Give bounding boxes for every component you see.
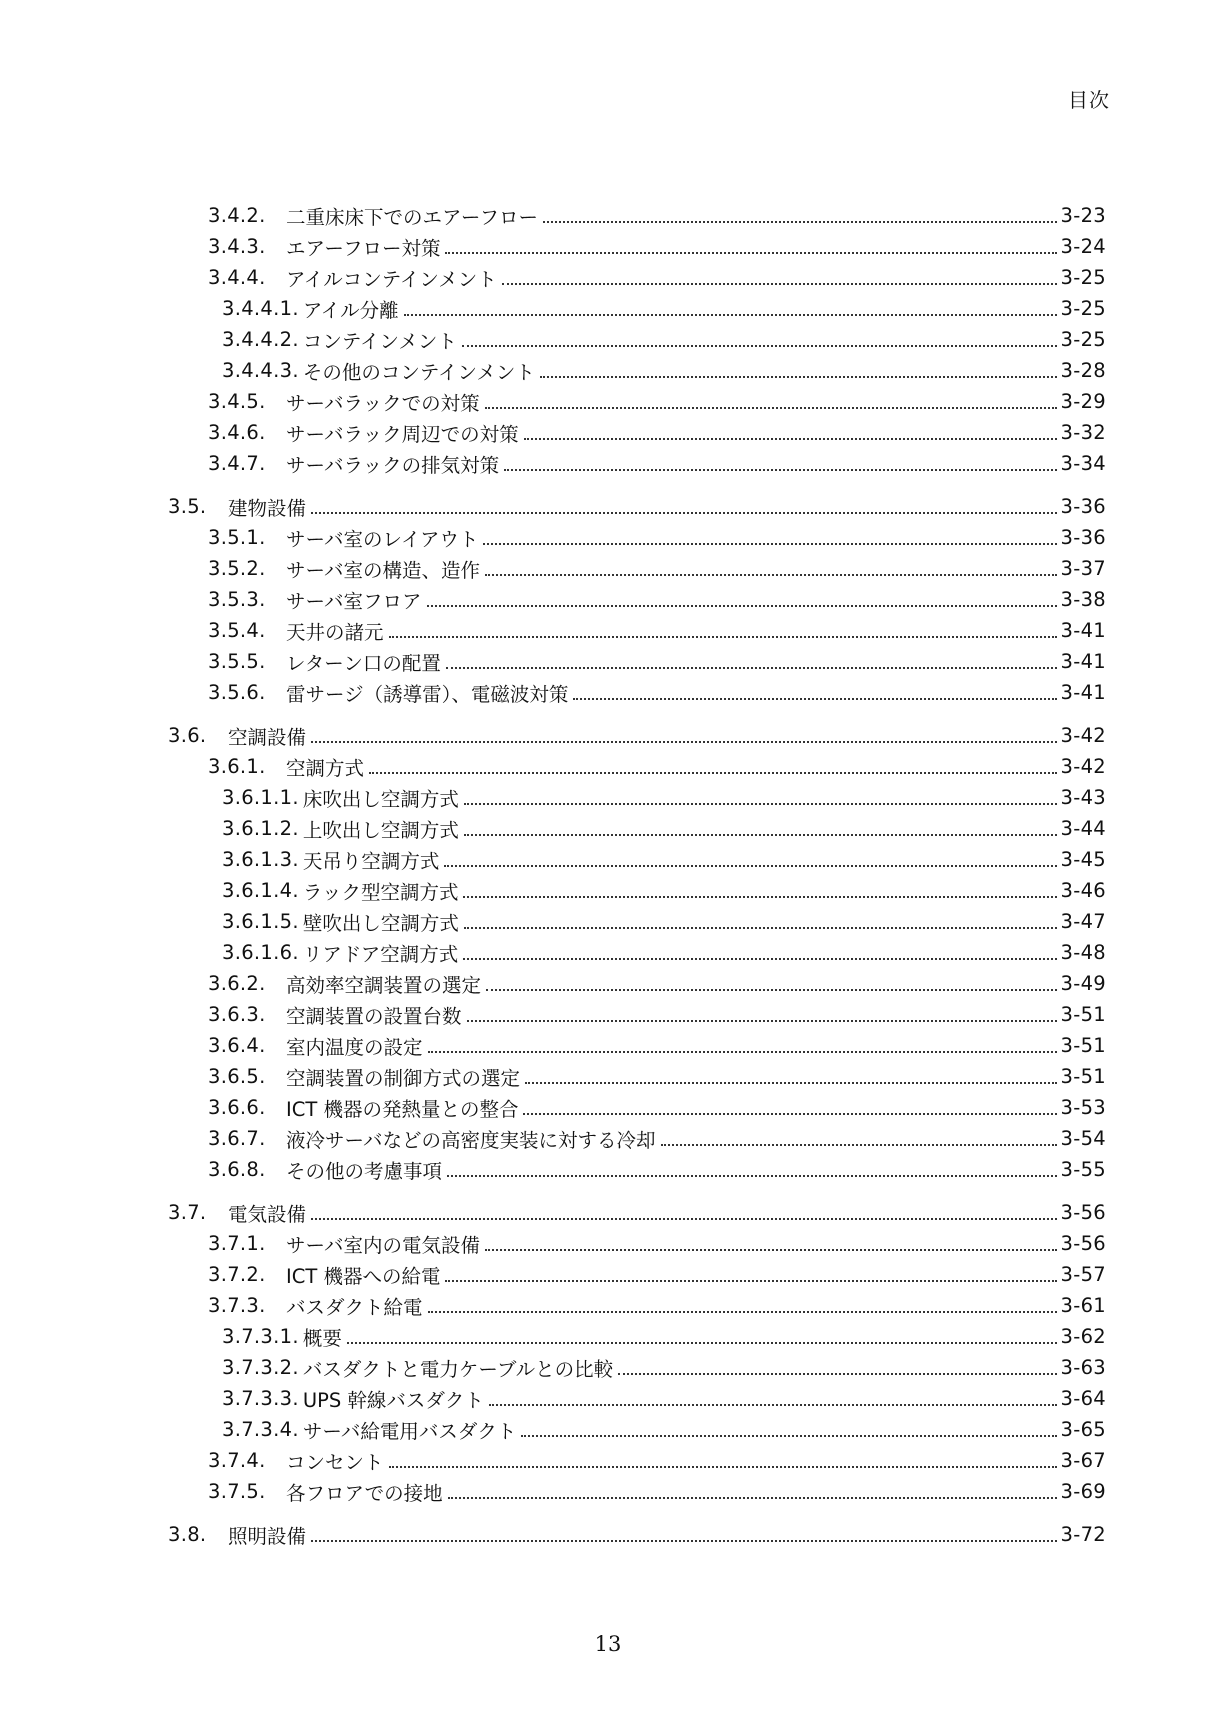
- toc-entry[interactable]: [0, 355, 1216, 386]
- toc-entry-title: コンセント: [286, 1450, 384, 1474]
- toc-entry-title: UPS 幹線バスダクト: [302, 1388, 484, 1412]
- toc-entry-title: エアーフロー対策: [286, 236, 441, 260]
- toc-entry-page: 3-36: [1060, 495, 1106, 518]
- toc-entry-number: 3.5.6.: [208, 681, 266, 704]
- dot-leader: [443, 231, 1060, 262]
- dot-leader: [460, 324, 1061, 355]
- toc-entry-number: 3.5.1.: [208, 526, 266, 549]
- toc-entry[interactable]: [0, 1123, 1216, 1154]
- dot-leader: [538, 355, 1061, 386]
- dot-leader: [402, 293, 1061, 324]
- toc-entry[interactable]: [0, 262, 1216, 293]
- toc-entry-line: [208, 1228, 1106, 1259]
- toc-entry-title: その他の考慮事項: [286, 1159, 443, 1183]
- toc-entry-line: [208, 553, 1106, 584]
- toc-entry-page: 3-67: [1060, 1449, 1106, 1472]
- toc-entry-title: 各フロアでの接地: [286, 1481, 443, 1505]
- toc-entry-line: [168, 1519, 1106, 1550]
- toc-entry-title: 空調装置の設置台数: [286, 1004, 462, 1028]
- dot-leader: [483, 553, 1061, 584]
- toc-entry-title: 液冷サーバなどの高密度実装に対する冷却: [286, 1128, 656, 1152]
- toc-entry-number: 3.7.3.: [208, 1294, 266, 1317]
- toc-entry-number: 3.4.5.: [208, 390, 266, 413]
- toc-entry-title: 上吹出し空調方式: [302, 818, 459, 842]
- toc-entry-title: サーバラックでの対策: [286, 391, 480, 415]
- toc-entry-line: [208, 646, 1106, 677]
- toc-entry-page: 3-41: [1060, 619, 1106, 642]
- toc-entry[interactable]: [0, 1030, 1216, 1061]
- toc-entry-title: サーバ室のレイアウト: [286, 527, 479, 551]
- toc-entry-page: 3-42: [1060, 755, 1106, 778]
- toc-entry-page: 3-24: [1060, 235, 1106, 258]
- toc-entry-page: 3-69: [1060, 1480, 1106, 1503]
- dot-leader: [461, 937, 1060, 968]
- toc-entry-number: 3.6.1.: [208, 755, 266, 778]
- toc-entry-line: [222, 813, 1106, 844]
- toc-entry-number: 3.6.6.: [208, 1096, 266, 1119]
- toc-entry-line: [208, 200, 1106, 231]
- toc-entry-title: ICT 機器の発熱量との整合: [286, 1097, 519, 1121]
- toc-entry-line: [222, 844, 1106, 875]
- toc-entry-number: 3.6.7.: [208, 1127, 266, 1150]
- dot-leader: [309, 1519, 1061, 1550]
- toc-entry-title: バスダクトと電力ケーブルとの比較: [302, 1357, 614, 1381]
- toc-entry-page: 3-44: [1060, 817, 1106, 840]
- dot-leader: [487, 1383, 1061, 1414]
- toc-entry-line: [208, 584, 1106, 615]
- toc-entry[interactable]: [0, 875, 1216, 906]
- toc-entry-title: 照明設備: [228, 1524, 307, 1548]
- toc-entry[interactable]: [0, 1321, 1216, 1352]
- toc-entry[interactable]: [0, 584, 1216, 615]
- dot-leader: [367, 751, 1061, 782]
- dot-leader: [502, 448, 1060, 479]
- dot-leader: [425, 584, 1061, 615]
- toc-entry-title: サーバラック周辺での対策: [286, 422, 519, 446]
- dot-leader: [521, 1092, 1060, 1123]
- toc-entry-page: 3-48: [1060, 941, 1106, 964]
- toc-entry-title: 電気設備: [228, 1202, 307, 1226]
- toc-entry[interactable]: [0, 491, 1216, 522]
- dot-leader: [462, 782, 1061, 813]
- toc-entry-page: 3-41: [1060, 650, 1106, 673]
- toc-entry[interactable]: [0, 906, 1216, 937]
- toc-entry-title: 二重床床下でのエアーフロー: [286, 205, 538, 229]
- dot-leader: [387, 1445, 1061, 1476]
- toc-entry-number: 3.7.3.1.: [222, 1325, 299, 1348]
- toc-entry-line: [222, 906, 1106, 937]
- dot-leader: [309, 1197, 1061, 1228]
- dot-leader: [426, 1030, 1061, 1061]
- dot-leader: [309, 720, 1061, 751]
- toc-entry-number: 3.7.5.: [208, 1480, 266, 1503]
- toc-entry-title: 床吹出し空調方式: [302, 787, 459, 811]
- toc-entry[interactable]: [0, 231, 1216, 262]
- toc-entry-number: 3.5.2.: [208, 557, 266, 580]
- toc-entry[interactable]: [0, 1445, 1216, 1476]
- toc-entry-page: 3-23: [1060, 204, 1106, 227]
- table-of-contents: [0, 200, 1216, 1550]
- toc-entry[interactable]: [0, 813, 1216, 844]
- toc-entry-page: 3-65: [1060, 1418, 1106, 1441]
- page-number: 13: [594, 1632, 622, 1656]
- toc-entry-line: [208, 262, 1106, 293]
- toc-entry-number: 3.7.3.2.: [222, 1356, 299, 1379]
- toc-entry-number: 3.5.4.: [208, 619, 266, 642]
- toc-entry-page: 3-62: [1060, 1325, 1106, 1348]
- dot-leader: [461, 875, 1060, 906]
- toc-entry-line: [208, 615, 1106, 646]
- toc-entry-line: [208, 448, 1106, 479]
- toc-entry-line: [208, 386, 1106, 417]
- toc-entry-number: 3.7.3.3.: [222, 1387, 299, 1410]
- toc-entry[interactable]: [0, 646, 1216, 677]
- dot-leader: [446, 1476, 1061, 1507]
- toc-entry[interactable]: [0, 968, 1216, 999]
- toc-entry-line: [208, 1123, 1106, 1154]
- toc-entry-number: 3.7.2.: [208, 1263, 266, 1286]
- toc-entry[interactable]: [0, 200, 1216, 231]
- toc-entry-page: 3-63: [1060, 1356, 1106, 1379]
- toc-entry-line: [222, 1352, 1106, 1383]
- toc-entry-line: [222, 1321, 1106, 1352]
- toc-entry-line: [208, 522, 1106, 553]
- toc-entry-line: [222, 1414, 1106, 1445]
- toc-entry-number: 3.6.1.3.: [222, 848, 299, 871]
- toc-entry[interactable]: [0, 999, 1216, 1030]
- toc-entry-line: [208, 1445, 1106, 1476]
- toc-entry-page: 3-51: [1060, 1034, 1106, 1057]
- toc-entry-number: 3.6.8.: [208, 1158, 266, 1181]
- toc-entry[interactable]: [0, 324, 1216, 355]
- toc-entry[interactable]: [0, 1290, 1216, 1321]
- toc-entry-number: 3.6.1.2.: [222, 817, 299, 840]
- dot-leader: [500, 262, 1061, 293]
- toc-entry-number: 3.4.6.: [208, 421, 266, 444]
- toc-entry-page: 3-41: [1060, 681, 1106, 704]
- toc-entry[interactable]: [0, 1259, 1216, 1290]
- toc-entry-number: 3.4.3.: [208, 235, 266, 258]
- dot-leader: [426, 1290, 1061, 1321]
- dot-leader: [309, 491, 1061, 522]
- toc-entry[interactable]: [0, 1519, 1216, 1550]
- toc-entry-number: 3.5.: [168, 495, 207, 518]
- toc-entry-title: 建物設備: [228, 496, 307, 520]
- toc-entry-page: 3-43: [1060, 786, 1106, 809]
- toc-entry-title: サーバ給電用バスダクト: [302, 1419, 517, 1443]
- toc-entry[interactable]: [0, 553, 1216, 584]
- toc-entry-title: 空調設備: [228, 725, 307, 749]
- toc-entry-title: ICT 機器への給電: [286, 1264, 441, 1288]
- toc-entry-number: 3.4.4.1.: [222, 297, 299, 320]
- toc-entry[interactable]: [0, 293, 1216, 324]
- toc-entry[interactable]: [0, 1414, 1216, 1445]
- toc-entry-number: 3.8.: [168, 1523, 207, 1546]
- toc-entry-number: 3.5.3.: [208, 588, 266, 611]
- toc-entry[interactable]: [0, 386, 1216, 417]
- toc-entry-line: [222, 1383, 1106, 1414]
- toc-entry-title: サーバ室フロア: [286, 589, 422, 613]
- toc-entry[interactable]: [0, 1476, 1216, 1507]
- dot-leader: [523, 1061, 1061, 1092]
- toc-entry-title: ラック型空調方式: [302, 880, 459, 904]
- toc-entry-number: 3.7.1.: [208, 1232, 266, 1255]
- toc-entry[interactable]: [0, 417, 1216, 448]
- toc-entry-number: 3.5.5.: [208, 650, 266, 673]
- toc-entry-line: [208, 1030, 1106, 1061]
- toc-entry-number: 3.6.5.: [208, 1065, 266, 1088]
- toc-entry-title: 高効率空調装置の選定: [286, 973, 482, 997]
- toc-entry[interactable]: [0, 1228, 1216, 1259]
- toc-entry-line: [208, 1476, 1106, 1507]
- dot-leader: [444, 646, 1061, 677]
- toc-entry-line: [208, 751, 1106, 782]
- toc-entry-number: 3.6.: [168, 724, 207, 747]
- toc-entry-page: 3-56: [1060, 1201, 1106, 1224]
- toc-entry-title: アイルコンテインメント: [286, 267, 497, 291]
- dot-leader: [522, 417, 1061, 448]
- toc-entry-line: [208, 1154, 1106, 1185]
- toc-entry-number: 3.7.4.: [208, 1449, 266, 1472]
- toc-entry-page: 3-42: [1060, 724, 1106, 747]
- toc-entry-line: [222, 293, 1106, 324]
- toc-entry-line: [208, 968, 1106, 999]
- dot-leader: [465, 999, 1061, 1030]
- toc-entry-page: 3-64: [1060, 1387, 1106, 1410]
- toc-entry-title: バスダクト給電: [286, 1295, 423, 1319]
- toc-entry-line: [208, 677, 1106, 708]
- toc-entry-line: [222, 875, 1106, 906]
- page-header-title: 目次: [1068, 88, 1110, 112]
- toc-entry-number: 3.7.: [168, 1201, 207, 1224]
- toc-entry-page: 3-51: [1060, 1065, 1106, 1088]
- dot-leader: [462, 906, 1061, 937]
- toc-entry-line: [222, 782, 1106, 813]
- toc-entry[interactable]: [0, 720, 1216, 751]
- dot-leader: [481, 522, 1060, 553]
- toc-entry-number: 3.4.7.: [208, 452, 266, 475]
- toc-entry-page: 3-37: [1060, 557, 1106, 580]
- toc-entry-title: 空調装置の制御方式の選定: [286, 1066, 521, 1090]
- toc-entry-line: [168, 720, 1106, 751]
- toc-entry[interactable]: [0, 1154, 1216, 1185]
- toc-entry-title: 天井の諸元: [286, 620, 384, 644]
- toc-entry-line: [208, 1290, 1106, 1321]
- toc-entry-line: [208, 1061, 1106, 1092]
- dot-leader: [659, 1123, 1061, 1154]
- toc-entry-line: [222, 355, 1106, 386]
- toc-entry[interactable]: [0, 677, 1216, 708]
- toc-entry-page: 3-54: [1060, 1127, 1106, 1150]
- toc-entry-number: 3.6.3.: [208, 1003, 266, 1026]
- toc-entry-page: 3-38: [1060, 588, 1106, 611]
- toc-entry-page: 3-55: [1060, 1158, 1106, 1181]
- toc-entry-number: 3.4.2.: [208, 204, 266, 227]
- toc-entry-number: 3.6.1.5.: [222, 910, 299, 933]
- dot-leader: [387, 615, 1061, 646]
- toc-entry-page: 3-29: [1060, 390, 1106, 413]
- toc-entry-number: 3.6.2.: [208, 972, 266, 995]
- toc-entry[interactable]: [0, 782, 1216, 813]
- toc-entry-title: 雷サージ（誘導雷）、電磁波対策: [286, 682, 569, 706]
- toc-entry-number: 3.4.4.: [208, 266, 266, 289]
- dot-leader: [483, 1228, 1061, 1259]
- toc-entry-title: 空調方式: [286, 756, 365, 780]
- toc-entry-line: [222, 324, 1106, 355]
- dot-leader: [345, 1321, 1061, 1352]
- dot-leader: [443, 1259, 1060, 1290]
- toc-entry[interactable]: [0, 615, 1216, 646]
- toc-entry-title: サーバ室内の電気設備: [286, 1233, 481, 1257]
- toc-entry-line: [208, 1092, 1106, 1123]
- dot-leader: [519, 1414, 1060, 1445]
- toc-entry-page: 3-28: [1060, 359, 1106, 382]
- toc-entry[interactable]: [0, 1197, 1216, 1228]
- toc-entry-number: 3.6.1.1.: [222, 786, 299, 809]
- toc-entry-page: 3-53: [1060, 1096, 1106, 1119]
- toc-entry-page: 3-49: [1060, 972, 1106, 995]
- toc-entry-page: 3-47: [1060, 910, 1106, 933]
- toc-entry-page: 3-32: [1060, 421, 1106, 444]
- toc-entry-page: 3-72: [1060, 1523, 1106, 1546]
- toc-entry-number: 3.6.1.6.: [222, 941, 299, 964]
- dot-leader: [616, 1352, 1060, 1383]
- toc-entry-page: 3-36: [1060, 526, 1106, 549]
- toc-entry-title: サーバ室の構造、造作: [286, 558, 481, 582]
- toc-entry[interactable]: [0, 1383, 1216, 1414]
- toc-entry-number: 3.6.1.4.: [222, 879, 299, 902]
- toc-entry-title: 天吊り空調方式: [302, 849, 440, 873]
- toc-entry-title: レターン口の配置: [286, 651, 441, 675]
- toc-entry-number: 3.4.4.2.: [222, 328, 299, 351]
- dot-leader: [442, 844, 1060, 875]
- toc-entry-page: 3-25: [1060, 328, 1106, 351]
- toc-entry-title: サーバラックの排気対策: [286, 453, 500, 477]
- toc-entry-page: 3-45: [1060, 848, 1106, 871]
- toc-entry[interactable]: [0, 1092, 1216, 1123]
- toc-entry-title: 概要: [302, 1326, 342, 1350]
- toc-entry-number: 3.7.3.4.: [222, 1418, 299, 1441]
- toc-entry-page: 3-25: [1060, 297, 1106, 320]
- toc-entry-page: 3-57: [1060, 1263, 1106, 1286]
- toc-entry[interactable]: [0, 844, 1216, 875]
- toc-entry-line: [208, 417, 1106, 448]
- toc-entry[interactable]: [0, 448, 1216, 479]
- toc-entry-line: [208, 231, 1106, 262]
- dot-leader: [541, 200, 1061, 231]
- toc-entry-line: [168, 491, 1106, 522]
- dot-leader: [445, 1154, 1061, 1185]
- toc-entry-title: 壁吹出し空調方式: [302, 911, 459, 935]
- toc-entry-line: [208, 999, 1106, 1030]
- toc-entry-title: その他のコンテインメント: [302, 360, 535, 384]
- toc-entry-number: 3.4.4.3.: [222, 359, 299, 382]
- toc-entry-page: 3-34: [1060, 452, 1106, 475]
- toc-entry-line: [168, 1197, 1106, 1228]
- toc-entry-title: 室内温度の設定: [286, 1035, 423, 1059]
- toc-entry-title: コンテインメント: [302, 329, 457, 353]
- dot-leader: [571, 677, 1060, 708]
- toc-entry[interactable]: [0, 751, 1216, 782]
- toc-entry-title: アイル分離: [302, 298, 399, 322]
- toc-entry-page: 3-61: [1060, 1294, 1106, 1317]
- dot-leader: [462, 813, 1061, 844]
- toc-entry-number: 3.6.4.: [208, 1034, 266, 1057]
- toc-entry[interactable]: [0, 1352, 1216, 1383]
- toc-entry[interactable]: [0, 1061, 1216, 1092]
- toc-entry[interactable]: [0, 522, 1216, 553]
- toc-entry-page: 3-25: [1060, 266, 1106, 289]
- dot-leader: [483, 386, 1061, 417]
- toc-entry-title: リアドア空調方式: [302, 942, 459, 966]
- dot-leader: [484, 968, 1061, 999]
- toc-entry-page: 3-51: [1060, 1003, 1106, 1026]
- toc-entry-line: [222, 937, 1106, 968]
- toc-entry-page: 3-56: [1060, 1232, 1106, 1255]
- toc-entry-line: [208, 1259, 1106, 1290]
- toc-entry-page: 3-46: [1060, 879, 1106, 902]
- toc-entry[interactable]: [0, 937, 1216, 968]
